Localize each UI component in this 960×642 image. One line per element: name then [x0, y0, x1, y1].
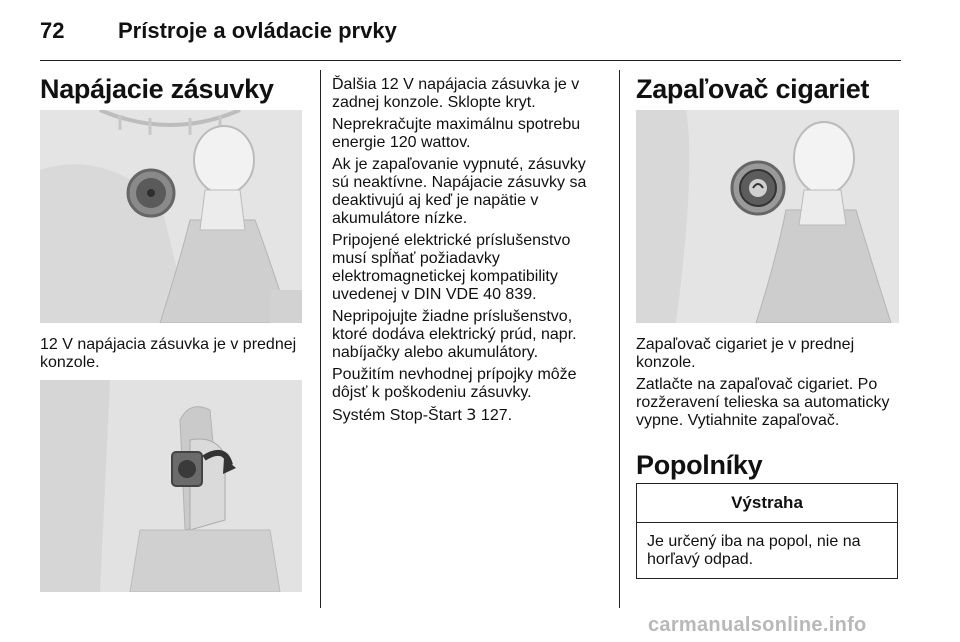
rear-power-outlet-icon: [40, 380, 302, 592]
cigarette-lighter-figure: [636, 110, 899, 323]
header-divider: [40, 60, 901, 61]
watermark: carmanualsonline.info: [648, 614, 867, 636]
column-divider: [619, 70, 620, 608]
paragraph: Zatlačte na zapaľovač cigariet. Po rozžeravení telieska sa automaticky vypne. Vytiahnite zapaľovač.: [636, 376, 890, 429]
paragraph: Ak je zapaľovanie vypnuté, zásuvky sú neaktívne. Napájacie zásuvky sa deaktivujú aj keď je napätie v akumulátore nízke.: [332, 156, 587, 227]
warning-text: Je určený iba na popol, nie na horľavý odpad.: [647, 533, 861, 568]
paragraph: Neprekračujte maximálnu spotrebu energie 120 wattov.: [332, 116, 581, 151]
warning-title: Výstraha: [637, 484, 897, 523]
paragraph: Pripojené elektrické príslušenstvo musí spĺňať požiadavky elektromagnetickej kompatibility uvedenej v DIN VDE 40 839.: [332, 232, 571, 303]
section-heading-ashtrays: Popolníky: [636, 450, 763, 480]
warning-box: [636, 483, 898, 579]
cigarette-lighter-text: [636, 336, 906, 434]
crossref-page: 127.: [480, 407, 513, 424]
crossref-text: Systém Stop-Štart: [332, 407, 462, 424]
paragraph: Ďalšia 12 V napájacia zásuvka je v zadnej konzole. Sklopte kryt.: [332, 76, 580, 111]
paragraph: Zapaľovač cigariet je v prednej konzole.: [636, 336, 855, 371]
power-outlet-text: [332, 76, 604, 429]
cross-reference[interactable]: [332, 406, 604, 425]
chapter-title: Prístroje a ovládacie prvky: [118, 18, 397, 43]
column-divider: [320, 70, 321, 608]
cigarette-lighter-icon: [636, 110, 899, 323]
power-outlet-figure: [40, 110, 302, 323]
rear-power-outlet-figure: [40, 380, 302, 592]
paragraph: Použitím nevhodnej prípojky môže dôjsť k poškodeniu zásuvky.: [332, 366, 577, 401]
power-outlet-gear-shift-icon: [40, 110, 302, 323]
fig1-caption: 12 V napájacia zásuvka je v prednej konzole.: [40, 336, 297, 371]
section-heading-cigarette-lighter: Zapaľovač cigariet: [636, 74, 870, 104]
page-number: 72: [40, 18, 65, 43]
paragraph: Nepripojujte žiadne príslušenstvo, ktoré dodáva elektrický prúd, napr. nabíjačky alebo akumulátory.: [332, 308, 577, 361]
section-heading-power-outlets: Napájacie zásuvky: [40, 74, 274, 104]
crossref-arrow-icon: 3: [466, 405, 477, 424]
